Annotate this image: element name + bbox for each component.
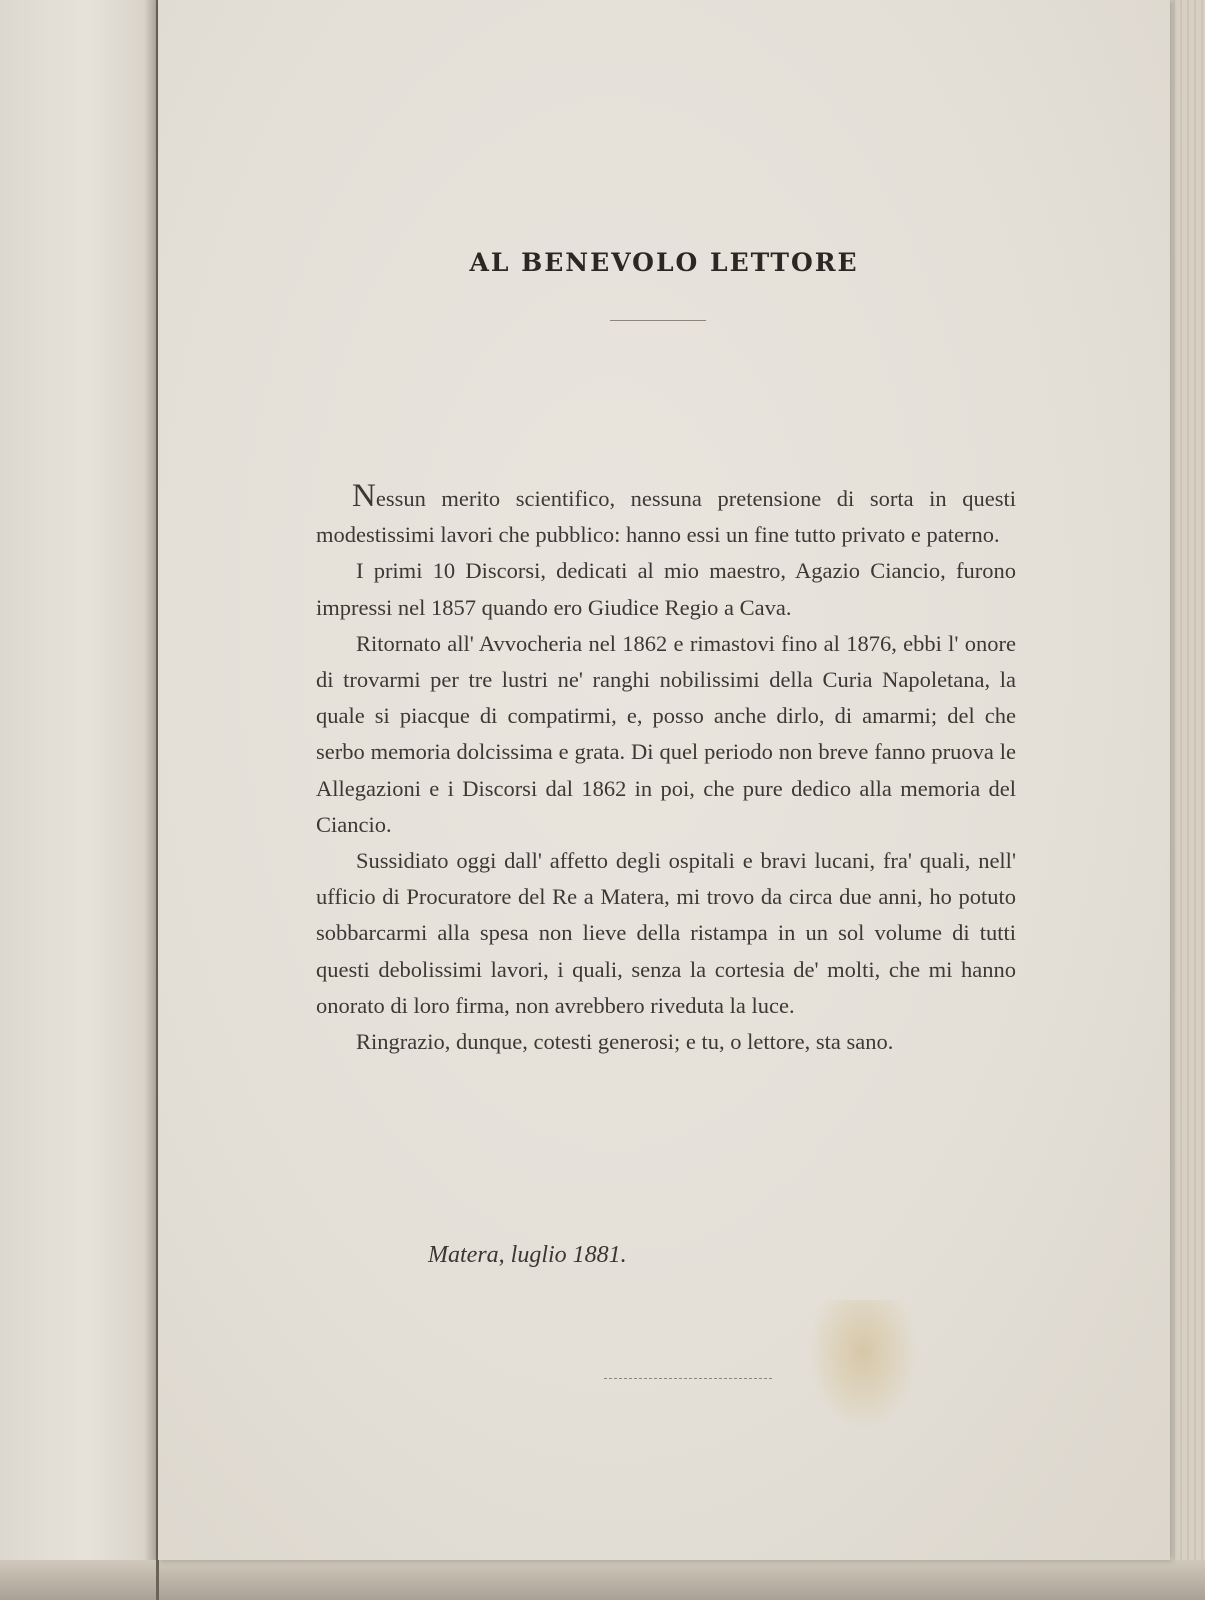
paragraph-text: essun merito scientifico, nessuna pretensione di sorta in questi modestissimi lavori che pubblico: hanno essi un fine tutto privato e paterno.	[316, 486, 1016, 548]
drop-cap: N	[352, 478, 376, 514]
paper-stain	[808, 1300, 918, 1430]
book-page	[158, 0, 1170, 1560]
page-title: AL BENEVOLO LETTORE	[469, 248, 859, 277]
paragraph	[316, 480, 1016, 553]
closing-divider	[604, 1378, 774, 1379]
left-page-edge	[0, 0, 160, 1600]
paragraph: I primi 10 Discorsi, dedicati al mio maestro, Agazio Ciancio, furono impressi nel 1857 quando ero Giudice Regio a Cava.	[316, 558, 1016, 620]
paragraph: Ritornato all' Avvocheria nel 1862 e rimastovi fino al 1876, ebbi l' onore di trovarmi per tre lustri ne' ranghi nobilissimi della Curia Napoletana, la quale si piacque di compatirmi, e, posso anche dirlo, di amarmi; del che serbo memoria dolcissima e grata. Di quel periodo non breve fanno pruova le Allegazioni e i Discorsi dal 1862 in poi, che pure dedico alla memoria del Ciancio.	[316, 630, 1016, 837]
title-divider	[610, 320, 706, 321]
place-date-signoff: Matera, luglio 1881.	[428, 1242, 627, 1268]
paragraph: Sussidiato oggi dall' affetto degli ospitali e bravi lucani, fra' quali, nell' ufficio di Procuratore del Re a Matera, mi trovo da circa due anni, ho potuto sobbarcarmi alla spesa non lieve della ristampa in un sol volume di tutti questi debolissimi lavori, i quali, senza la cortesia de' molti, che mi hanno onorato di loro firma, non avrebbero riveduta la luce.	[316, 848, 1016, 1018]
bottom-page-edge	[0, 1560, 1205, 1600]
body-text	[316, 480, 1016, 1060]
paragraph: Ringrazio, dunque, cotesti generosi; e tu, o lettore, sta sano.	[356, 1029, 894, 1055]
